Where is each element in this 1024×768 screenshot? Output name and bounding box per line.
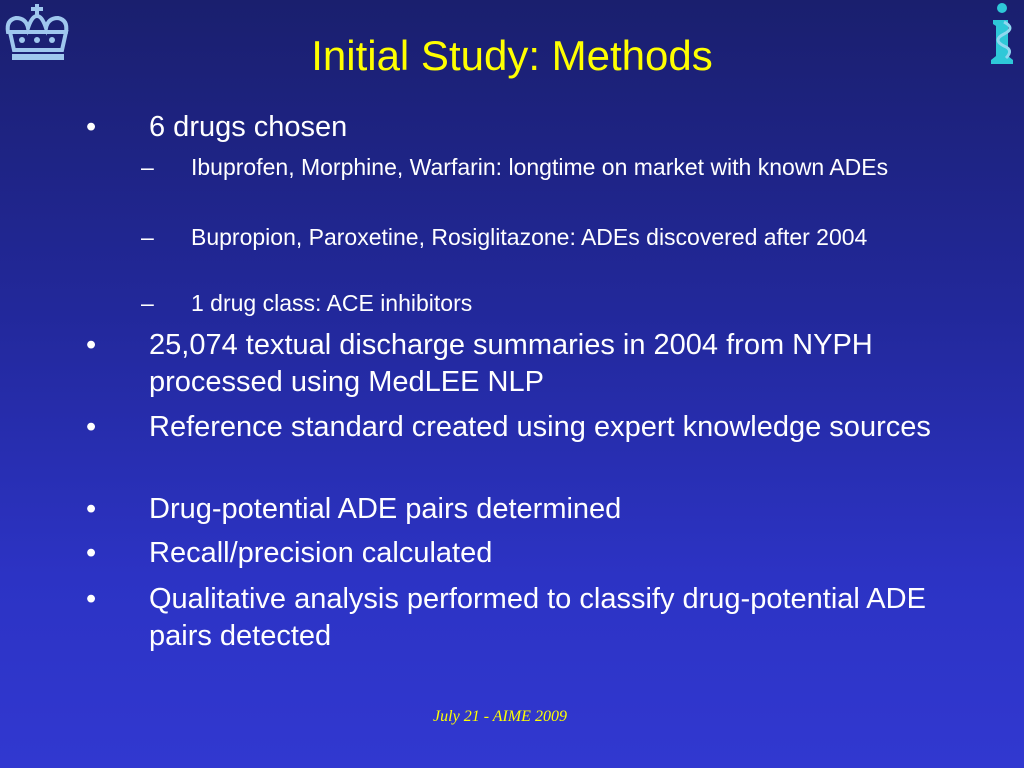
bullet-marker: • bbox=[86, 411, 97, 443]
slide-title: Initial Study: Methods bbox=[311, 32, 713, 79]
bullet-text: 25,074 textual discharge summaries in 2004 from NYPH processed using MedLEE NLP bbox=[149, 329, 873, 398]
sub-bullet-marker: – bbox=[141, 224, 154, 250]
sub-bullet-marker: – bbox=[141, 154, 154, 180]
bullet-marker: • bbox=[86, 493, 97, 525]
slide-footer: July 21 - AIME 2009 bbox=[433, 708, 567, 725]
bullet-text: Reference standard created using expert knowledge sources bbox=[149, 411, 931, 443]
bullet-text: 6 drugs chosen bbox=[149, 111, 348, 143]
sub-bullet-marker: – bbox=[141, 290, 154, 316]
sub-bullet-text: Bupropion, Paroxetine, Rosiglitazone: ADEs discovered after 2004 bbox=[191, 224, 868, 250]
bullet-marker: • bbox=[86, 537, 97, 569]
bullet-marker: • bbox=[86, 329, 97, 361]
sub-bullet-text: Ibuprofen, Morphine, Warfarin: longtime on market with known ADEs bbox=[191, 154, 889, 180]
bullet-text: Recall/precision calculated bbox=[149, 537, 493, 569]
sub-bullet-text: 1 drug class: ACE inhibitors bbox=[191, 290, 473, 316]
bullet-marker: • bbox=[86, 583, 97, 615]
bullet-text: Qualitative analysis performed to classify drug-potential ADE pairs detected bbox=[149, 583, 926, 652]
bullet-text: Drug-potential ADE pairs determined bbox=[149, 493, 622, 525]
bullet-marker: • bbox=[86, 111, 97, 143]
